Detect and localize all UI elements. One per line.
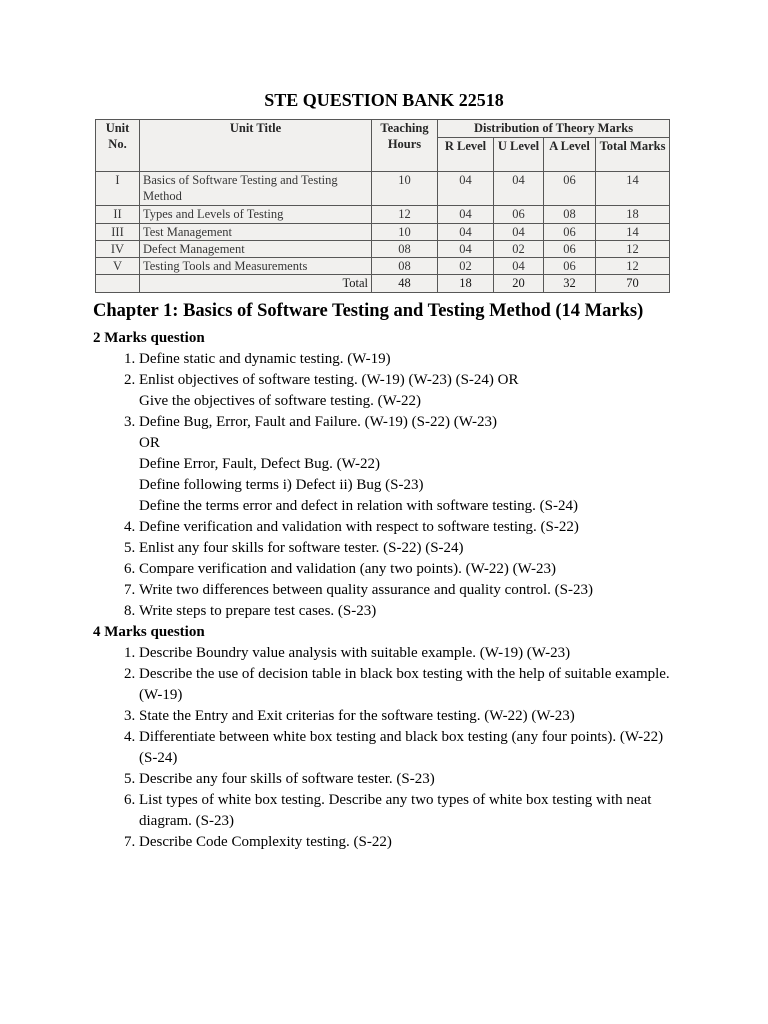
question-item: [139, 601, 673, 622]
question-item: [139, 559, 673, 580]
question-item: [139, 517, 673, 538]
table-row: [96, 257, 670, 274]
unit-number: IV: [96, 240, 140, 257]
a-level-marks: 06: [544, 240, 596, 257]
unit-title: Basics of Software Testing and Testing Method: [140, 172, 372, 206]
question-text: 2. Describe the use of decision table in black box testing with the help of suitable example. (W-19): [139, 666, 670, 703]
u-level-marks: 04: [494, 257, 544, 274]
question-text: 5. Enlist any four skills for software tester. (S-22) (S-24): [139, 540, 464, 556]
question-text: 6. Compare verification and validation (any two points). (W-22) (W-23): [139, 561, 556, 577]
a-level-marks: 06: [544, 172, 596, 206]
r-level-marks: 04: [438, 240, 494, 257]
total-marks-cell: 12: [596, 240, 670, 257]
teaching-hours: 08: [372, 240, 438, 257]
question-item: [139, 790, 673, 832]
table-total-row: [96, 274, 670, 292]
teaching-hours: 10: [372, 223, 438, 240]
chapter-content: [93, 298, 673, 853]
u-level-marks: 02: [494, 240, 544, 257]
question-text: 4. Differentiate between white box testing and black box testing (any four points). (W-22) (S-24): [139, 729, 664, 766]
a-level-marks: 08: [544, 206, 596, 223]
question-text: Define Error, Fault, Defect Bug. (W-22): [139, 456, 380, 472]
unit-title: Defect Management: [140, 240, 372, 257]
table-row: [96, 223, 670, 240]
question-text: 3. State the Entry and Exit criterias for the software testing. (W-22) (W-23): [139, 708, 575, 724]
header-a-level: A Level: [544, 138, 596, 172]
unit-number: II: [96, 206, 140, 223]
table-row: [96, 172, 670, 206]
header-unit-no: Unit No.: [96, 120, 140, 172]
r-level-marks: 04: [438, 223, 494, 240]
header-teaching-hours: Teaching Hours: [372, 120, 438, 172]
question-text: 3. Define Bug, Error, Fault and Failure. (W-19) (S-22) (W-23): [139, 414, 498, 430]
question-text: 1. Define static and dynamic testing. (W-19): [139, 351, 391, 367]
question-text: 7. Describe Code Complexity testing. (S-22): [139, 834, 392, 850]
r-level-marks: 04: [438, 206, 494, 223]
unit-title: Types and Levels of Testing: [140, 206, 372, 223]
total-marks-cell: 14: [596, 172, 670, 206]
syllabus-table: [95, 119, 669, 293]
teaching-hours: 10: [372, 172, 438, 206]
total-u: 20: [494, 274, 544, 292]
r-level-marks: 02: [438, 257, 494, 274]
page-title: STE QUESTION BANK 22518: [264, 90, 504, 110]
unit-title: Test Management: [140, 223, 372, 240]
header-u-level: U Level: [494, 138, 544, 172]
question-text: 7. Write two differences between quality assurance and quality control. (S-23): [139, 582, 593, 598]
question-item: [139, 538, 673, 559]
two-marks-list: [93, 349, 673, 622]
total-hours: 48: [372, 274, 438, 292]
header-distribution: Distribution of Theory Marks: [438, 120, 670, 138]
unit-title: Testing Tools and Measurements: [140, 257, 372, 274]
table-row: [96, 206, 670, 223]
chapter-heading: Chapter 1: Basics of Software Testing and Testing Method (14 Marks): [93, 301, 644, 321]
question-text: 1. Describe Boundry value analysis with suitable example. (W-19) (W-23): [139, 645, 571, 661]
table-body: [96, 172, 670, 275]
teaching-hours: 08: [372, 257, 438, 274]
unit-number: I: [96, 172, 140, 206]
question-text: 8. Write steps to prepare test cases. (S-23): [139, 603, 377, 619]
a-level-marks: 06: [544, 223, 596, 240]
question-text: Give the objectives of software testing. (W-22): [139, 393, 421, 409]
question-item: [139, 643, 673, 664]
four-marks-list: [93, 643, 673, 853]
total-marks-cell: 14: [596, 223, 670, 240]
question-text: 4. Define verification and validation with respect to software testing. (S-22): [139, 519, 579, 535]
question-text: Define the terms error and defect in relation with software testing. (S-24): [139, 498, 579, 514]
header-unit-title: Unit Title: [140, 120, 372, 172]
question-text: OR: [139, 435, 160, 451]
u-level-marks: 04: [494, 223, 544, 240]
two-marks-label: 2 Marks question: [93, 330, 205, 346]
header-total-marks: Total Marks: [596, 138, 670, 172]
question-text: Define following terms i) Defect ii) Bug (S-23): [139, 477, 424, 493]
question-item: [139, 769, 673, 790]
a-level-marks: 06: [544, 257, 596, 274]
u-level-marks: 06: [494, 206, 544, 223]
question-text: 5. Describe any four skills of software tester. (S-23): [139, 771, 435, 787]
question-item: [139, 706, 673, 727]
unit-number: III: [96, 223, 140, 240]
question-item: [139, 832, 673, 853]
question-text: 6. List types of white box testing. Describe any two types of white box testing with neat diagram. (S-23): [139, 792, 652, 829]
question-item: [139, 664, 673, 706]
table-row: [96, 240, 670, 257]
question-item: [139, 580, 673, 601]
u-level-marks: 04: [494, 172, 544, 206]
question-item: [139, 370, 673, 412]
question-text: 2. Enlist objectives of software testing. (W-19) (W-23) (S-24) OR: [139, 372, 519, 388]
total-marks-cell: 12: [596, 257, 670, 274]
marks-distribution-table: [95, 119, 670, 293]
total-r: 18: [438, 274, 494, 292]
question-item: [139, 349, 673, 370]
total-a: 32: [544, 274, 596, 292]
teaching-hours: 12: [372, 206, 438, 223]
question-item: [139, 412, 673, 517]
total-label: Total: [140, 274, 372, 292]
total-marks-cell: 18: [596, 206, 670, 223]
question-item: [139, 727, 673, 769]
header-r-level: R Level: [438, 138, 494, 172]
unit-number: V: [96, 257, 140, 274]
four-marks-label: 4 Marks question: [93, 624, 205, 640]
r-level-marks: 04: [438, 172, 494, 206]
total-marks: 70: [596, 274, 670, 292]
